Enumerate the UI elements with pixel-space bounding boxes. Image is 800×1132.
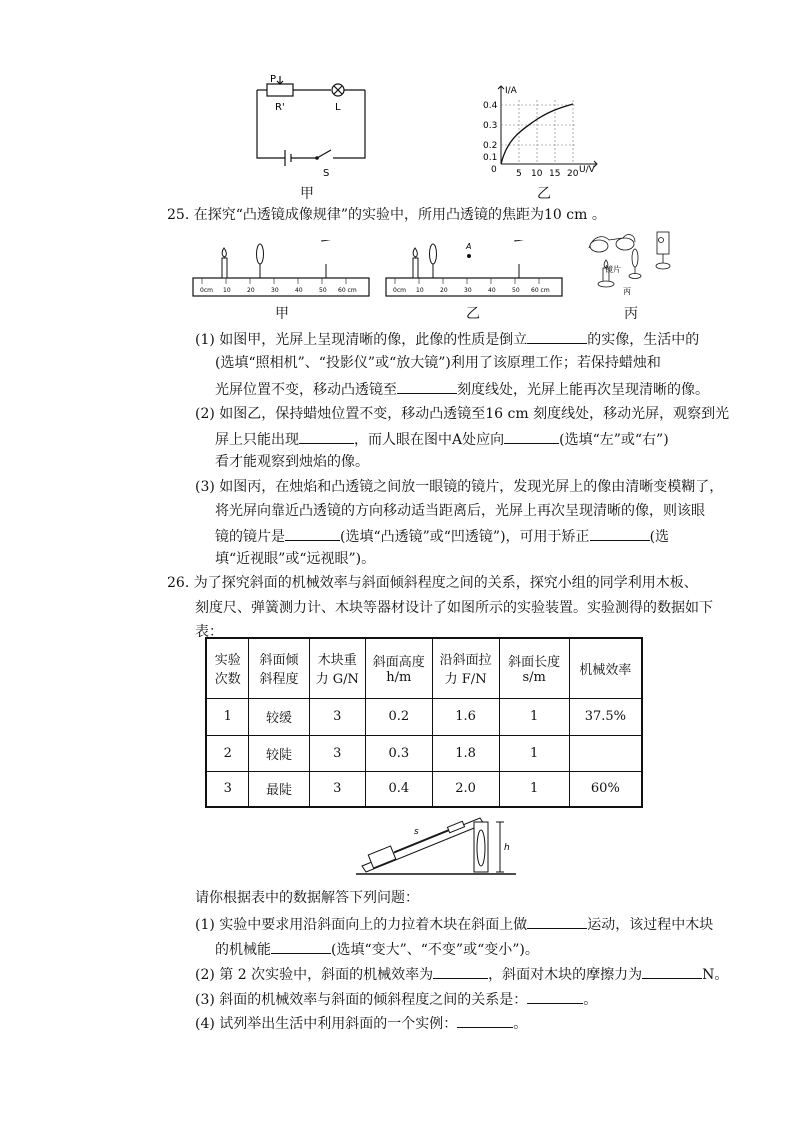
table-cell: 较缓 — [249, 698, 309, 735]
answer-blank[interactable] — [590, 525, 650, 541]
results-table — [205, 637, 643, 808]
table-cell: 0.4 — [365, 771, 432, 807]
table-cell: 较陡 — [249, 735, 309, 771]
table-cell: 37.5% — [569, 698, 642, 735]
table-header: 斜面高度 h/m — [365, 638, 432, 698]
iu-graph — [475, 80, 605, 180]
answer-blank[interactable] — [457, 1012, 513, 1028]
graph-xtick: 10 — [531, 169, 543, 179]
q25-p1-line1: (1) 如图甲，光屏上呈现清晰的像，此像的性质是倒立 的实像，生活中的 — [195, 328, 699, 350]
incline-label-s: s — [414, 827, 419, 837]
table-cell: 3 — [309, 698, 365, 735]
table-row — [206, 698, 642, 735]
table-row — [206, 771, 642, 807]
ruler-label: 60 cm — [531, 287, 550, 294]
circuit-caption: 甲 — [300, 186, 314, 202]
table-header-row — [206, 638, 642, 698]
ruler-label: 40 — [295, 287, 303, 294]
optical-bench-2 — [385, 240, 565, 298]
q25-p3-line3: 镜的镜片是 (选填“凸透镜”或“凹透镜”)，可用于矫正 (选 — [215, 525, 669, 547]
q26-q3: (3) 斜面的机械效率与斜面的倾斜程度之间的关系是： 。 — [195, 988, 597, 1010]
ruler-label: 50 — [512, 287, 520, 294]
ruler-label: 60 cm — [338, 287, 357, 294]
answer-blank[interactable] — [285, 525, 340, 541]
table-cell: 1 — [206, 698, 249, 735]
q25-p1-line2: (选填“照相机”、“投影仪”或“放大镜”)利用了该原理工作；若保持蜡烛和 — [215, 355, 661, 371]
ruler-label: 20 — [440, 287, 448, 294]
fig-caption-yi: 乙 — [466, 306, 480, 322]
circuit-label-r: R' — [275, 102, 285, 113]
answer-blank[interactable] — [527, 328, 587, 344]
ruler-label: 0cm — [393, 287, 406, 294]
table-cell: 0.2 — [365, 698, 432, 735]
q26-q1-line1: (1) 实验中要求用沿斜面向上的力拉着木块在斜面上做 运动，该过程中木块 — [195, 913, 713, 935]
circuit-label-l: L — [335, 102, 341, 113]
ruler-label: 40 — [488, 287, 496, 294]
glasses-figure — [583, 222, 675, 300]
graph-xlabel: U/V — [579, 165, 595, 175]
table-cell[interactable] — [569, 735, 642, 771]
answer-blank[interactable] — [271, 938, 331, 954]
q25-p1-line3: 光屏位置不变，移动凸透镜至 刻度线处，光屏上能再次呈现清晰的像。 — [215, 378, 709, 400]
graph-caption: 乙 — [537, 186, 551, 202]
incline-label-h: h — [504, 843, 510, 853]
answer-blank[interactable] — [504, 428, 559, 444]
q26-q4: (4) 试列举出生活中利用斜面的一个实例： 。 — [195, 1012, 527, 1034]
ruler-label: 10 — [416, 287, 424, 294]
ruler-label: 0cm — [200, 287, 213, 294]
q26-q2: (2) 第 2 次实验中，斜面的机械效率为 ，斜面对木块的摩擦力为 N。 — [195, 963, 728, 985]
graph-xtick: 20 — [567, 169, 579, 179]
answer-blank[interactable] — [433, 963, 488, 979]
graph-ytick: 0.3 — [483, 121, 498, 131]
table-cell: 1 — [499, 735, 569, 771]
graph-ytick: 0 — [491, 165, 497, 175]
graph-ytick: 0.2 — [483, 141, 498, 151]
q26-stem-line3: 表： — [195, 624, 223, 640]
table-header: 木块重 力 G/N — [309, 638, 365, 698]
answer-blank[interactable] — [527, 988, 583, 1004]
incline-figure — [352, 808, 520, 880]
answer-blank[interactable] — [397, 378, 457, 394]
table-cell: 1.6 — [432, 698, 499, 735]
fig-caption-bing: 丙 — [624, 306, 638, 322]
table-cell: 3 — [309, 771, 365, 807]
q26-q1-line2: 的机械能 (选填“变大”、“不变”或“变小”)。 — [215, 938, 539, 960]
q25-stem: 25. 在探究“凸透镜成像规律”的实验中，所用凸透镜的焦距为10 cm 。 — [167, 207, 606, 223]
graph-xtick: 15 — [549, 169, 561, 179]
table-cell: 0.3 — [365, 735, 432, 771]
answer-blank[interactable] — [299, 428, 354, 444]
q25-p2-line3: 看才能观察到烛焰的像。 — [215, 454, 369, 470]
fig3-inner-caption: 丙 — [623, 287, 631, 296]
table-cell: 60% — [569, 771, 642, 807]
table-header: 斜面长度 s/m — [499, 638, 569, 698]
optical-bench-1 — [192, 240, 372, 298]
table-header: 机械效率 — [569, 638, 642, 698]
ruler-label: 30 — [464, 287, 472, 294]
answer-blank[interactable] — [642, 963, 702, 979]
ruler-label: 50 — [319, 287, 327, 294]
ruler-label: 20 — [247, 287, 255, 294]
point-a-label: A — [466, 242, 472, 251]
graph-ytick: 0.4 — [483, 101, 498, 111]
table-cell: 3 — [206, 771, 249, 807]
table-cell: 1 — [499, 698, 569, 735]
lens-label: 镜片 — [605, 265, 621, 274]
q25-p3-line2: 将光屏向靠近凸透镜的方向移动适当距离后，光屏上再次呈现清晰的像，则该眼 — [215, 503, 705, 519]
table-cell: 1.8 — [432, 735, 499, 771]
ruler-label: 10 — [223, 287, 231, 294]
table-cell: 3 — [309, 735, 365, 771]
table-cell: 1 — [499, 771, 569, 807]
ruler-label: 30 — [271, 287, 279, 294]
graph-xtick: 5 — [516, 169, 522, 179]
q26-stem-line2: 刻度尺、弹簧测力计、木块等器材设计了如图所示的实验装置。实验测得的数据如下 — [195, 600, 713, 616]
graph-ytick: 0.1 — [483, 153, 498, 163]
circuit-diagram — [245, 72, 375, 190]
table-cell: 2.0 — [432, 771, 499, 807]
table-header: 实验 次数 — [206, 638, 249, 698]
table-header: 斜面倾 斜程度 — [249, 638, 309, 698]
q25-p2-line1: (2) 如图乙，保持蜡烛位置不变，移动凸透镜至16 cm 刻度线处，移动光屏，观察到光 — [195, 406, 730, 422]
fig-caption-jia: 甲 — [275, 306, 289, 322]
q26-prompt: 请你根据表中的数据解答下列问题： — [195, 890, 419, 906]
table-cell: 2 — [206, 735, 249, 771]
answer-blank[interactable] — [527, 913, 587, 929]
table-row — [206, 735, 642, 771]
q26-stem-line1: 26. 为了探究斜面的机械效率与斜面倾斜程度之间的关系，探究小组的同学利用木板、 — [167, 575, 698, 591]
circuit-label-s: S — [323, 168, 330, 179]
graph-ylabel: I/A — [505, 86, 517, 96]
q25-p2-line2: 屏上只能出现 ，而人眼在图中A处应向 (选填“左”或“右”) — [215, 428, 669, 450]
circuit-label-p: P — [270, 74, 277, 85]
q25-p3-line4: 填“近视眼”或“远视眼”)。 — [215, 551, 376, 567]
table-cell: 最陡 — [249, 771, 309, 807]
table-header: 沿斜面拉 力 F/N — [432, 638, 499, 698]
q25-p3-line1: (3) 如图丙，在烛焰和凸透镜之间放一眼镜的镜片，发现光屏上的像由清晰变模糊了， — [195, 479, 724, 495]
